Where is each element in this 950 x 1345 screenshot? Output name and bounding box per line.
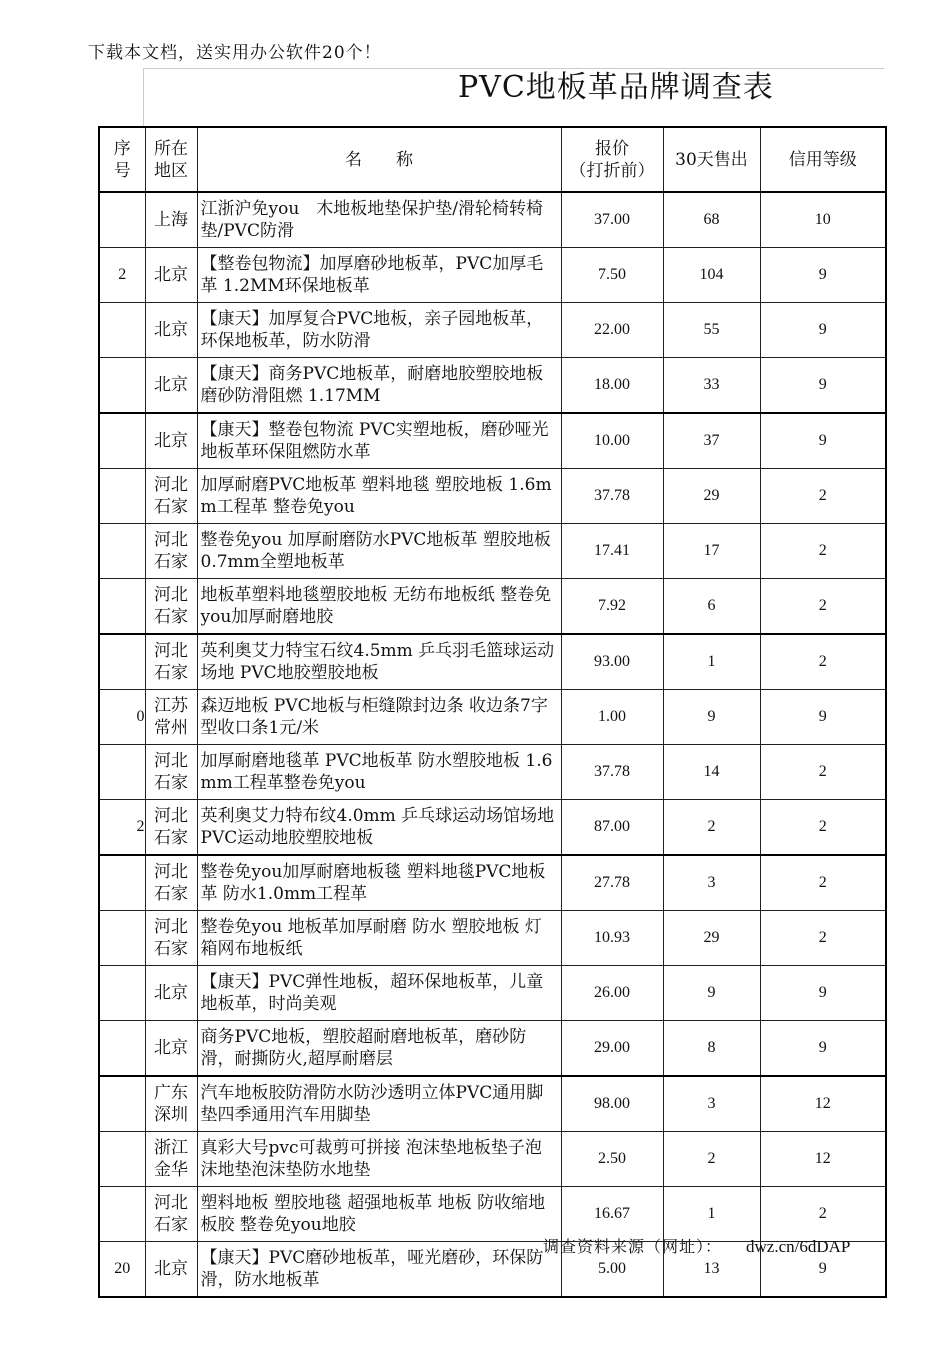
page-title: PVC地板革品牌调查表	[458, 70, 774, 105]
row-sold: 2	[663, 1132, 760, 1187]
row-credit: 2	[760, 579, 886, 635]
row-price: 37.78	[561, 469, 663, 524]
row-name: 英利奥艾力特宝石纹4.5mm 乒乓羽毛篮球运动场地 PVC地胶塑胶地板	[197, 634, 561, 690]
row-seq	[99, 1187, 145, 1242]
header-name: 名 称	[197, 127, 561, 192]
header-price: 报价 （打折前）	[561, 127, 663, 192]
row-price: 10.00	[561, 413, 663, 469]
header-row	[99, 127, 886, 192]
row-credit: 9	[760, 690, 886, 745]
row-seq	[99, 413, 145, 469]
row-name: 加厚耐磨PVC地板革 塑料地毯 塑胶地板 1.6mm工程革 整卷免you	[197, 469, 561, 524]
row-sold: 68	[663, 192, 760, 248]
row-credit: 2	[760, 524, 886, 579]
row-sold: 3	[663, 855, 760, 911]
row-region: 河北 石家	[145, 524, 197, 579]
table-row	[99, 1076, 886, 1132]
row-seq	[99, 966, 145, 1021]
row-name: 整卷免you加厚耐磨地板毯 塑料地毯PVC地板革 防水1.0mm工程革	[197, 855, 561, 911]
row-name: 商务PVC地板，塑胶超耐磨地板革，磨砂防滑，耐撕防火,超厚耐磨层	[197, 1021, 561, 1077]
row-price: 93.00	[561, 634, 663, 690]
table-row	[99, 1132, 886, 1187]
brand-survey-table	[98, 126, 887, 1298]
row-credit: 2	[760, 855, 886, 911]
row-price: 87.00	[561, 800, 663, 856]
row-region: 河北 石家	[145, 469, 197, 524]
row-sold: 17	[663, 524, 760, 579]
row-credit: 2	[760, 634, 886, 690]
source-url: dwz.cn/6dDAP	[746, 1237, 851, 1256]
row-name: 整卷免you 加厚耐磨防水PVC地板革 塑胶地板 0.7mm全塑地板革	[197, 524, 561, 579]
row-seq	[99, 1132, 145, 1187]
header-region: 所在 地区	[145, 127, 197, 192]
table-row	[99, 911, 886, 966]
row-credit: 2	[760, 745, 886, 800]
row-price: 27.78	[561, 855, 663, 911]
row-region: 上海	[145, 192, 197, 248]
table-row	[99, 248, 886, 303]
row-seq: 0	[99, 690, 145, 745]
row-sold: 33	[663, 358, 760, 414]
row-name: 江浙沪免you 木地板地垫保护垫/滑轮椅转椅垫/PVC防滑	[197, 192, 561, 248]
row-credit: 9	[760, 248, 886, 303]
header-sold: 30天售出	[663, 127, 760, 192]
row-price: 98.00	[561, 1076, 663, 1132]
table-row	[99, 192, 886, 248]
row-region: 北京	[145, 966, 197, 1021]
row-seq	[99, 579, 145, 635]
row-region: 河北 石家	[145, 800, 197, 856]
table-row	[99, 579, 886, 635]
row-credit: 2	[760, 469, 886, 524]
row-price: 5.00	[561, 1242, 663, 1298]
table-row	[99, 634, 886, 690]
row-price: 17.41	[561, 524, 663, 579]
row-sold: 13	[663, 1242, 760, 1298]
row-name: 真彩大号pvc可裁剪可拼接 泡沫垫地板垫子泡沫地垫泡沫垫防水地垫	[197, 1132, 561, 1187]
row-price: 7.50	[561, 248, 663, 303]
header-seq: 序 号	[99, 127, 145, 192]
table-row	[99, 966, 886, 1021]
row-price: 26.00	[561, 966, 663, 1021]
table-row	[99, 413, 886, 469]
row-name: 【康天】PVC磨砂地板革，哑光磨砂，环保防滑，防水地板革	[197, 1242, 561, 1298]
row-credit: 10	[760, 192, 886, 248]
row-credit: 9	[760, 966, 886, 1021]
row-name: 地板革塑料地毯塑胶地板 无纺布地板纸 整卷免you加厚耐磨地胶	[197, 579, 561, 635]
row-name: 加厚耐磨地毯革 PVC地板革 防水塑胶地板 1.6mm工程革整卷免you	[197, 745, 561, 800]
row-sold: 29	[663, 469, 760, 524]
table-row	[99, 524, 886, 579]
table-row	[99, 690, 886, 745]
row-credit: 9	[760, 1242, 886, 1298]
row-region: 北京	[145, 1021, 197, 1077]
row-name: 塑料地板 塑胶地毯 超强地板革 地板 防收缩地板胶 整卷免you地胶	[197, 1187, 561, 1242]
row-price: 37.78	[561, 745, 663, 800]
row-price: 22.00	[561, 303, 663, 358]
row-region: 北京	[145, 248, 197, 303]
row-seq	[99, 303, 145, 358]
row-seq: 20	[99, 1242, 145, 1298]
table-row	[99, 303, 886, 358]
row-price: 1.00	[561, 690, 663, 745]
row-price: 18.00	[561, 358, 663, 414]
row-sold: 3	[663, 1076, 760, 1132]
row-seq	[99, 1021, 145, 1077]
row-region: 广东 深圳	[145, 1076, 197, 1132]
row-price: 16.67	[561, 1187, 663, 1242]
table-row	[99, 855, 886, 911]
row-region: 河北 石家	[145, 911, 197, 966]
row-seq	[99, 524, 145, 579]
source-note	[543, 1234, 850, 1257]
row-region: 江苏 常州	[145, 690, 197, 745]
table-row	[99, 469, 886, 524]
row-credit: 9	[760, 358, 886, 414]
row-credit: 9	[760, 303, 886, 358]
row-region: 北京	[145, 1242, 197, 1298]
promo-text: 下载本文档，送实用办公软件20个！	[88, 43, 382, 63]
row-region: 河北 石家	[145, 855, 197, 911]
row-region: 河北 石家	[145, 634, 197, 690]
row-region: 河北 石家	[145, 579, 197, 635]
header-credit: 信用等级	[760, 127, 886, 192]
row-price: 37.00	[561, 192, 663, 248]
row-credit: 9	[760, 413, 886, 469]
row-sold: 37	[663, 413, 760, 469]
row-name: 英利奥艾力特布纹4.0mm 乒乓球运动场馆场地 PVC运动地胶塑胶地板	[197, 800, 561, 856]
row-price: 10.93	[561, 911, 663, 966]
source-label: 调查资料来源（网址）：	[543, 1237, 723, 1256]
row-seq: 2	[99, 800, 145, 856]
row-seq	[99, 911, 145, 966]
row-sold: 1	[663, 1187, 760, 1242]
row-credit: 2	[760, 800, 886, 856]
row-seq	[99, 745, 145, 800]
row-sold: 8	[663, 1021, 760, 1077]
row-seq	[99, 192, 145, 248]
row-credit: 2	[760, 911, 886, 966]
row-credit: 9	[760, 1021, 886, 1077]
row-region: 河北 石家	[145, 745, 197, 800]
row-price: 2.50	[561, 1132, 663, 1187]
row-name: 【康天】商务PVC地板革，耐磨地胶塑胶地板 磨砂防滑阻燃 1.17MM	[197, 358, 561, 414]
row-sold: 104	[663, 248, 760, 303]
row-name: 整卷免you 地板革加厚耐磨 防水 塑胶地板 灯箱网布地板纸	[197, 911, 561, 966]
row-name: 【康天】加厚复合PVC地板，亲子园地板革，环保地板革，防水防滑	[197, 303, 561, 358]
row-region: 北京	[145, 413, 197, 469]
row-credit: 12	[760, 1132, 886, 1187]
row-region: 北京	[145, 358, 197, 414]
row-sold: 2	[663, 800, 760, 856]
row-seq	[99, 358, 145, 414]
row-sold: 14	[663, 745, 760, 800]
row-name: 【整卷包物流】加厚磨砂地板革，PVC加厚毛革 1.2MM环保地板革	[197, 248, 561, 303]
row-credit: 2	[760, 1187, 886, 1242]
table-row	[99, 800, 886, 856]
row-region: 河北 石家	[145, 1187, 197, 1242]
table-row	[99, 1021, 886, 1077]
table-row	[99, 745, 886, 800]
row-credit: 12	[760, 1076, 886, 1132]
row-seq	[99, 634, 145, 690]
row-name: 【康天】PVC弹性地板，超环保地板革，儿童地板革，时尚美观	[197, 966, 561, 1021]
row-name: 【康天】整卷包物流 PVC实塑地板，磨砂哑光地板革环保阻燃防水革	[197, 413, 561, 469]
row-seq	[99, 469, 145, 524]
row-price: 7.92	[561, 579, 663, 635]
row-name: 森迈地板 PVC地板与柜缝隙封边条 收边条7字型收口条1元/米	[197, 690, 561, 745]
row-seq	[99, 855, 145, 911]
row-price: 29.00	[561, 1021, 663, 1077]
row-name: 汽车地板胶防滑防水防沙透明立体PVC通用脚垫四季通用汽车用脚垫	[197, 1076, 561, 1132]
row-seq	[99, 1076, 145, 1132]
row-region: 浙江 金华	[145, 1132, 197, 1187]
row-region: 北京	[145, 303, 197, 358]
row-sold: 9	[663, 690, 760, 745]
row-sold: 9	[663, 966, 760, 1021]
row-sold: 6	[663, 579, 760, 635]
row-sold: 29	[663, 911, 760, 966]
table-row	[99, 358, 886, 414]
row-sold: 1	[663, 634, 760, 690]
row-seq: 2	[99, 248, 145, 303]
row-sold: 55	[663, 303, 760, 358]
